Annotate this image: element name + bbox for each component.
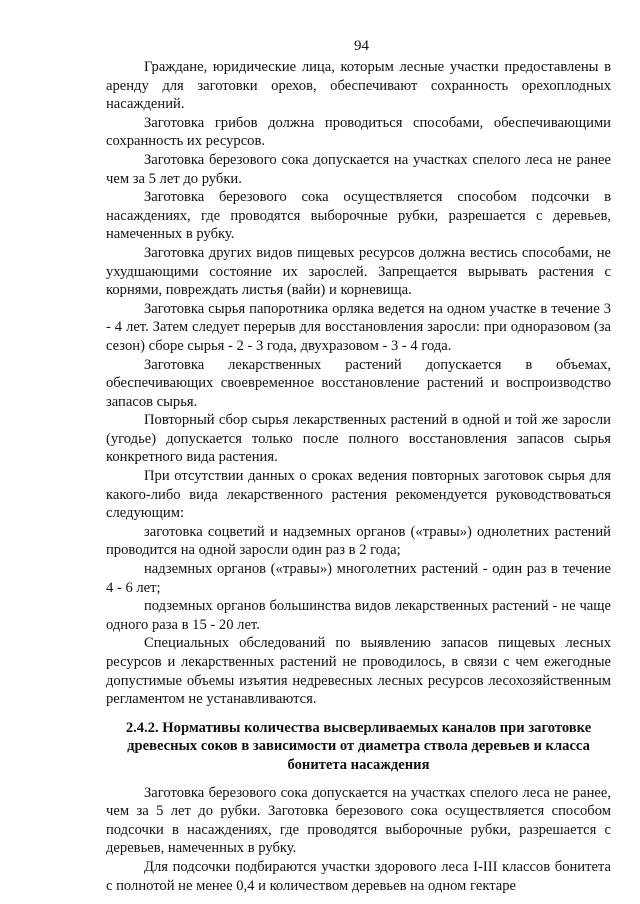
list-item: подземных органов большинства видов лекарственных растений - не чаще одного раза в 15 - 20 лет.	[106, 598, 611, 633]
paragraph: Специальных обследований по выявлению запасов пищевых лесных ресурсов и лекарственных растений не проводилось, в связи с чем ежегодные допустимые объемы изъятия недревесных лесных ресурсов лесохозяйственным регламентом не устанавливаются.	[106, 635, 611, 708]
paragraph: При отсутствии данных о сроках ведения повторных заготовок сырья для какого-либо вида лекарственного растения рекомендуется руководствоваться следующим:	[106, 468, 611, 522]
paragraph: Заготовка грибов должна проводиться способами, обеспечивающими сохранность их ресурсов.	[106, 114, 611, 150]
paragraph: Заготовка березового сока допускается на участках спелого леса не ранее, чем за 5 лет до рубки. Заготовка березового сока осуществляется способом подсочки в насаждениях, где проводятся выборочные рубки, разрешается с деревьев, намеченных в рубку.	[106, 784, 611, 857]
paragraph: Заготовка других видов пищевых ресурсов должна вестись способами, не ухудшающими состояние их зарослей. Запрещается вырывать растения с корнями, повреждать листья (вайи) и корневища.	[106, 244, 611, 299]
paragraph: Заготовка лекарственных растений допускается в объемах, обеспечивающих своевременное восстановление растений и воспроизводство запасов сырья.	[106, 356, 611, 410]
page-number: 94	[354, 38, 369, 54]
document-page	[106, 0, 611, 895]
paragraph: Повторный сбор сырья лекарственных растений в одной и той же заросли (угодье) допускается только после полного восстановления запасов сырья конкретного вида растения.	[106, 412, 611, 466]
paragraph: Граждане, юридические лица, которым лесные участки предоставлены в аренду для заготовки орехов, обеспечивают сохранность орехоплодных насаждений.	[106, 59, 611, 113]
list-item: надземных органов («травы») многолетних растений - один раз в течение 4 - 6 лет;	[106, 561, 611, 596]
section-heading: 2.4.2. Нормативы количества высверливаемых каналов при заготовке древесных соков в зависимости от диаметра ствола деревьев и класса бонитета насаждения	[125, 719, 592, 773]
paragraph: Для подсочки подбираются участки здорового леса I-III классов бонитета с полнотой не менее 0,4 и количеством деревьев на одном гектаре	[106, 858, 611, 894]
paragraph: Заготовка березового сока осуществляется способом подсочки в насаждениях, где проводятся выборочные рубки, разрешается с деревьев, намеченных в рубку.	[106, 189, 611, 243]
paragraph: Заготовка березового сока допускается на участках спелого леса не ранее чем за 5 лет до рубки.	[106, 151, 611, 187]
paragraph: Заготовка сырья папоротника орляка ведется на одном участке в течение 3 - 4 лет. Затем следует перерыв для восстановления заросли: при одноразовом (за сезон) сборе сырья - 2 - 3 года, двухразовом - 3 - 4 года.	[106, 300, 611, 354]
list-item: заготовка соцветий и надземных органов («травы») однолетних растений проводится на одной заросли один раз в 2 года;	[106, 523, 611, 559]
